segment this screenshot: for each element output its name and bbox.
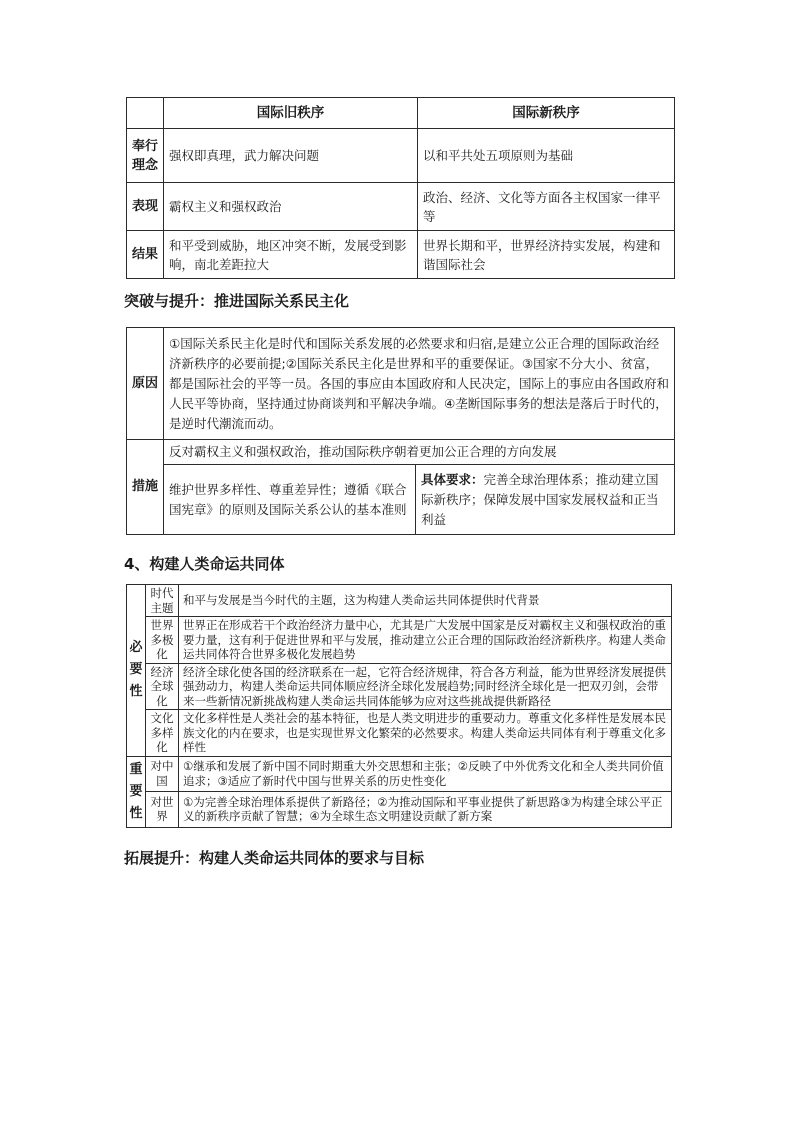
section-heading-democratization: 突破与提升：推进国际关系民主化	[124, 292, 350, 310]
cell-measure-left: 维护世界多样性、尊重差异性；遵循《联合国宪章》的原则及国际关系公认的基本准则	[164, 465, 416, 535]
section-heading-extension: 拓展提升：构建人类命运共同体的要求与目标	[124, 849, 425, 867]
cell-measure-right	[416, 465, 675, 535]
header-new-order: 国际新秩序	[418, 98, 675, 129]
table-row	[127, 183, 675, 231]
header-old-order: 国际旧秩序	[164, 98, 418, 129]
specific-requirements-label: 具体要求：	[421, 471, 484, 487]
row-label-philosophy: 奉行理念	[127, 129, 164, 183]
sub-label-for-china: 对中国	[146, 756, 179, 792]
cell-old-result: 和平受到威胁，地区冲突不断，发展受到影响，南北差距拉大	[164, 231, 418, 279]
cell-old-philosophy: 强权即真理，武力解决问题	[164, 129, 418, 183]
label-importance: 重要性	[127, 756, 146, 827]
sub-label-cultural-diversity: 文化多样化	[146, 710, 179, 757]
cell-era-theme: 和平与发展是当今时代的主题，这为构建人类命运共同体提供时代背景	[179, 585, 672, 617]
table-row	[127, 231, 675, 279]
table-row	[127, 440, 675, 465]
sub-label-for-world: 对世界	[146, 792, 179, 828]
specific-requirements-text: 完善全球治理体系；推动建立国际新秩序；保障发展中国家发展权益和正当利益	[421, 471, 659, 527]
cell-for-china: ①继承和发展了新中国不同时期重大外交思想和主张；②反映了中外优秀文化和全人类共同价值追求；③适应了新时代中国与世界关系的历史性变化	[179, 756, 672, 792]
cell-globalization: 经济全球化使各国的经济联系在一起，它符合经济规律，符合各方利益，能为世界经济发展提供强劲动力，构建人类命运共同体顺应经济全球化发展趋势;同时经济全球化是一把双刃剑，会带来一些新情况新挑战构建人类命运共同体能够为应对这些挑战提供新路径	[179, 663, 672, 710]
section-heading-community: 4、构建人类命运共同体	[124, 555, 285, 573]
cell-new-result: 世界长期和平，世界经济持实发展，构建和谐国际社会	[418, 231, 675, 279]
cell-cultural-diversity: 文化多样性是人类社会的基本特征，也是人类文明进步的重要动力。尊重文化多样性是发展本民族文化的内在要求，也是实现世界文化繁荣的必然要求。构建人类命运共同体有利于尊重文化多样性	[179, 710, 672, 757]
cell-new-philosophy: 以和平共处五项原则为基础	[418, 129, 675, 183]
table-row	[127, 328, 675, 440]
democratization-table	[126, 327, 675, 535]
table-row	[127, 756, 672, 792]
sub-label-multipolarity: 世界多极化	[146, 617, 179, 664]
cell-reason: ①国际关系民主化是时代和国际关系发展的必然要求和归宿,是建立公正合理的国际政治经济新秩序的必要前提;②国际关系民主化是世界和平的重要保证。③国家不分大小、贫富，都是国际社会的平等一员。各国的事应由本国政府和人民决定，国际上的事应由各国政府和人民平等协商，坚持通过协商谈判和平解决争端。④垄断国际事务的想法是落后于时代的，是逆时代潮流而动。	[164, 328, 675, 440]
table-row	[127, 617, 672, 664]
table-row	[127, 663, 672, 710]
table-row	[127, 465, 675, 535]
table-header-row	[127, 98, 675, 129]
row-label-result: 结果	[127, 231, 164, 279]
table-row	[127, 792, 672, 828]
row-label-reason: 原因	[127, 328, 164, 440]
order-comparison-table	[126, 97, 675, 279]
cell-new-manifestation: 政治、经济、文化等方面各主权国家一律平等	[418, 183, 675, 231]
cell-multipolarity: 世界正在形成若干个政治经济力量中心，尤其是广大发展中国家是反对霸权主义和强权政治的重要力量，这有利于促进世界和平与发展，推动建立公正合理的国际政治经济新秩序。构建人类命运共同体符合世界多极化发展趋势	[179, 617, 672, 664]
cell-old-manifestation: 霸权主义和强权政治	[164, 183, 418, 231]
table-row	[127, 129, 675, 183]
row-label-measure: 措施	[127, 440, 164, 535]
community-table	[126, 584, 672, 828]
cell-for-world: ①为完善全球治理体系提供了新路径；②为推动国际和平事业提供了新思路③为构建全球公平正义的新秩序贡献了智慧；④为全球生态文明建设贡献了新方案	[179, 792, 672, 828]
table-row	[127, 710, 672, 757]
table-row	[127, 585, 672, 617]
cell-measure-top: 反对霸权主义和强权政治，推动国际秩序朝着更加公正合理的方向发展	[164, 440, 675, 465]
row-label-manifestation: 表现	[127, 183, 164, 231]
sub-label-era-theme: 时代主题	[146, 585, 179, 617]
sub-label-globalization: 经济全球化	[146, 663, 179, 710]
corner-cell	[127, 98, 164, 129]
label-necessity: 必要性	[127, 585, 146, 757]
